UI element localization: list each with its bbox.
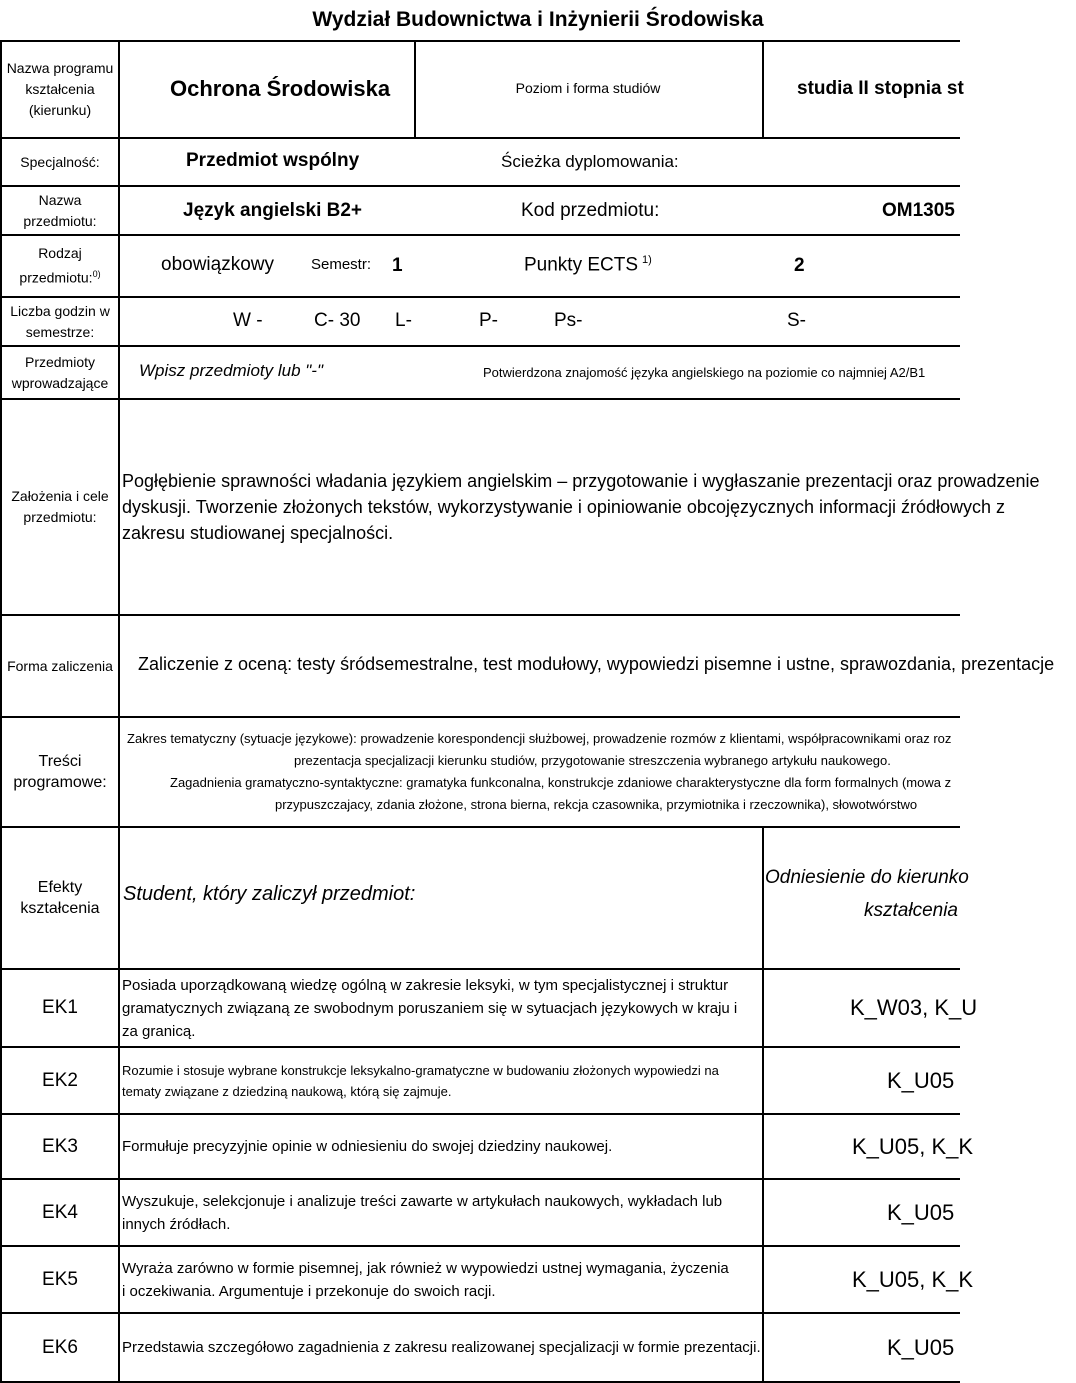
outcome-ref: K_U05, K_K [852, 1266, 974, 1292]
goals-text [122, 468, 1040, 546]
outcome-desc: Formułuje precyzyjnie opinie w odniesieniu do swojej dziedziny naukowej. [122, 1138, 613, 1155]
student-label: Student, który zaliczył przedmiot: [123, 883, 416, 905]
hours-p: P- [479, 310, 498, 331]
level-label: Poziom i forma studiów [515, 80, 661, 96]
prereq-placeholder: Wpisz przedmioty lub "-" [139, 361, 324, 380]
content-text [122, 728, 960, 816]
program-label: Nazwa programu kształcenia (kierunku) [6, 60, 114, 118]
faculty-title: Wydział Budownictwa i Inżynierii Środowiska [312, 8, 764, 31]
goals-line: zakresu studiowanej specjalności. [122, 523, 394, 543]
type-value: obowiązkowy [161, 254, 274, 275]
level-value: studia II stopnia st [797, 78, 964, 99]
content-label: Treści programowe: [13, 753, 107, 791]
outcome-id: EK4 [42, 1201, 78, 1223]
outcomes-label: Efekty kształcenia [20, 879, 100, 917]
outcome-desc: Posiada uporządkowaną wiedzę ogólną w zakresie leksyki, w tym specjalistycznej i struktur gramatycznych związaną ze swobodnym poruszaniem się w sytuacjach językowych w kraju i za granicą. [122, 976, 738, 1040]
hours-label: Liczba godzin w semestrze: [10, 302, 110, 340]
outcome-ref: K_U05, K_K [852, 1133, 974, 1159]
outcome-id: EK1 [42, 997, 78, 1018]
type-label [2, 236, 118, 296]
hours-l: L- [395, 310, 412, 331]
outcome-desc: Przedstawia szczegółowo zagadnienia z zakresu realizowanej specjalizacji w formie prezentacji. [122, 1339, 761, 1356]
course-label: Nazwa przedmiotu: [23, 191, 97, 229]
outcome-id: EK3 [42, 1135, 78, 1157]
outcome-ref: K_W03, K_U [850, 995, 978, 1020]
code-value: OM1305 [882, 200, 955, 221]
outcome-id: EK2 [42, 1069, 78, 1091]
goals-line: dyskusji. Tworzenie złożonych tekstów, wykorzystywanie i opiniowanie obcojęzycznych informacji źródłowych z [122, 497, 1006, 517]
content-line: przypuszczajacy, zdania złożone, strona bierna, rekcja czasownika, przymiotnika i rzeczownika), słowotwórstwo [275, 797, 918, 812]
outcome-desc: Rozumie i stosuje wybrane konstrukcje leksykalno-gramatyczne w budowaniu złożonych wypowiedzi na tematy związane z dziedziną naukową, którą się zajmuje. [122, 1062, 719, 1099]
path-label: Ścieżka dyplomowania: [501, 152, 679, 171]
hours-ps: Ps- [554, 310, 583, 331]
specialty-value: Przedmiot wspólny [186, 150, 360, 171]
content-line: prezentacja specjalizacji kierunku studiów, przygotowanie streszczenia wybranego artykułu naukowego. [294, 753, 891, 768]
specialty-label: Specjalność: [20, 153, 100, 170]
prereq-label: Przedmioty wprowadzające [11, 353, 109, 391]
ref-label-1: Odniesienie do kierunko [765, 867, 969, 888]
ects-value: 2 [794, 255, 805, 276]
outcome-desc: Wyraża zarówno w formie pisemnej, jak również w wypowiedzi ustnej wymagania, życzenia i oczekiwania. Argumentuje i przekonuje do swoich racji. [122, 1259, 729, 1300]
type-label-text: Rodzaj przedmiotu: [19, 245, 93, 286]
semester-label: Semestr: [311, 256, 372, 273]
ref-label-2: kształcenia [864, 900, 958, 921]
prereq-value: Potwierdzona znajomość języka angielskiego na poziomie co najmniej A2/B1 [483, 365, 926, 380]
ects-sup: 1) [642, 254, 652, 266]
hours-c: C- 30 [314, 310, 361, 331]
outcome-ref: K_U05 [887, 1334, 955, 1360]
ects-label-text: Punkty ECTS [524, 254, 639, 276]
outcome-desc: Wyszukuje, selekcjonuje i analizuje treści zawarte w artykułach naukowych, wykładach lub innych źródłach. [122, 1192, 723, 1233]
course-name: Język angielski B2+ [183, 200, 363, 221]
content-line: Zakres tematyczny (sytuacje językowe): prowadzenie korespondencji służbowej, prowadzenie rozmów z klientami, współpracownikami oraz roz [127, 731, 952, 746]
ects-label [524, 254, 652, 276]
outcome-id: EK6 [42, 1336, 78, 1358]
code-label: Kod przedmiotu: [521, 200, 660, 221]
outcome-ref: K_U05 [887, 1199, 955, 1225]
semester-value: 1 [392, 255, 403, 276]
hours-w: W - [233, 310, 263, 331]
outcome-ref: K_U05 [887, 1067, 955, 1093]
type-label-sup: 0) [92, 269, 101, 280]
goals-label: Założenia i cele przedmiotu: [11, 488, 109, 525]
hours-s: S- [787, 310, 806, 331]
program-name: Ochrona Środowiska [170, 76, 391, 101]
goals-line: Pogłębienie sprawności władania językiem angielskim – przygotowanie i wygłaszanie prezentacji oraz prowadzenie [122, 471, 1040, 491]
content-line: Zagadnienia gramatyczno-syntaktyczne: gramatyka funkconalna, konstrukcje zdaniowe charakterystyczne dla form formalnych (mowa z [170, 775, 952, 790]
outcome-id: EK5 [42, 1268, 78, 1290]
assessment-label: Forma zaliczenia [7, 657, 113, 674]
assessment-value: Zaliczenie z oceną: testy śródsemestralne, test modułowy, wypowiedzi pisemne i ustne, sprawozdania, prezentacje [138, 654, 1055, 674]
